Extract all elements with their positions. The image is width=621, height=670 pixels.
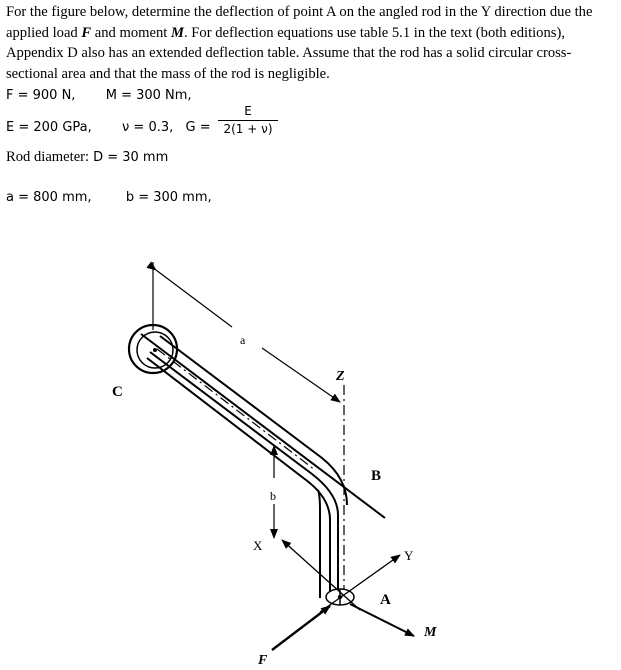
diameter-label: Rod diameter:	[6, 149, 90, 165]
moment-symbol: M	[171, 24, 184, 41]
shear-denominator: 2(1 + ν)	[223, 122, 273, 136]
poisson-value: ν = 0.3,	[122, 120, 174, 135]
statement-part-1: For the figure below, determine the deflection of point A on the angled rod in the Y direction due the applied load	[6, 4, 593, 41]
force-arrow	[272, 606, 330, 650]
label-a-point: A	[380, 592, 391, 608]
label-z: Z	[336, 369, 345, 384]
label-b: b	[270, 489, 276, 503]
rod	[141, 334, 385, 600]
rod-centerline	[157, 349, 315, 470]
modulus-value: E = 200 GPa,	[6, 120, 92, 135]
statement-part-3: . For deflection equations use table 5.1 in the text (both editions), Appendix D also has an extended deflection table. Assume that the rod has a solid circular cross-sectional area and that the mass of the rod is negligible.	[6, 24, 572, 82]
label-m: M	[424, 625, 437, 640]
moment-arrow	[350, 604, 414, 636]
label-f: F	[258, 653, 268, 668]
label-x: X	[253, 538, 263, 553]
label-a: a	[240, 333, 246, 347]
shear-lhs: G =	[185, 120, 211, 135]
force-symbol: F	[81, 24, 92, 41]
force-value: F = 900 N,	[6, 88, 76, 103]
shear-numerator: E	[244, 104, 252, 118]
length-a-value: a = 800 mm,	[6, 190, 92, 205]
statement-part-2: and moment	[94, 24, 168, 41]
label-y: Y	[404, 548, 414, 563]
diameter-value: D = 30 mm	[93, 150, 169, 165]
label-c: C	[112, 384, 123, 400]
moment-value: M = 300 Nm,	[105, 88, 192, 103]
label-b-point: B	[371, 468, 382, 484]
dimension-a	[153, 262, 340, 402]
length-b-value: b = 300 mm,	[125, 190, 212, 205]
